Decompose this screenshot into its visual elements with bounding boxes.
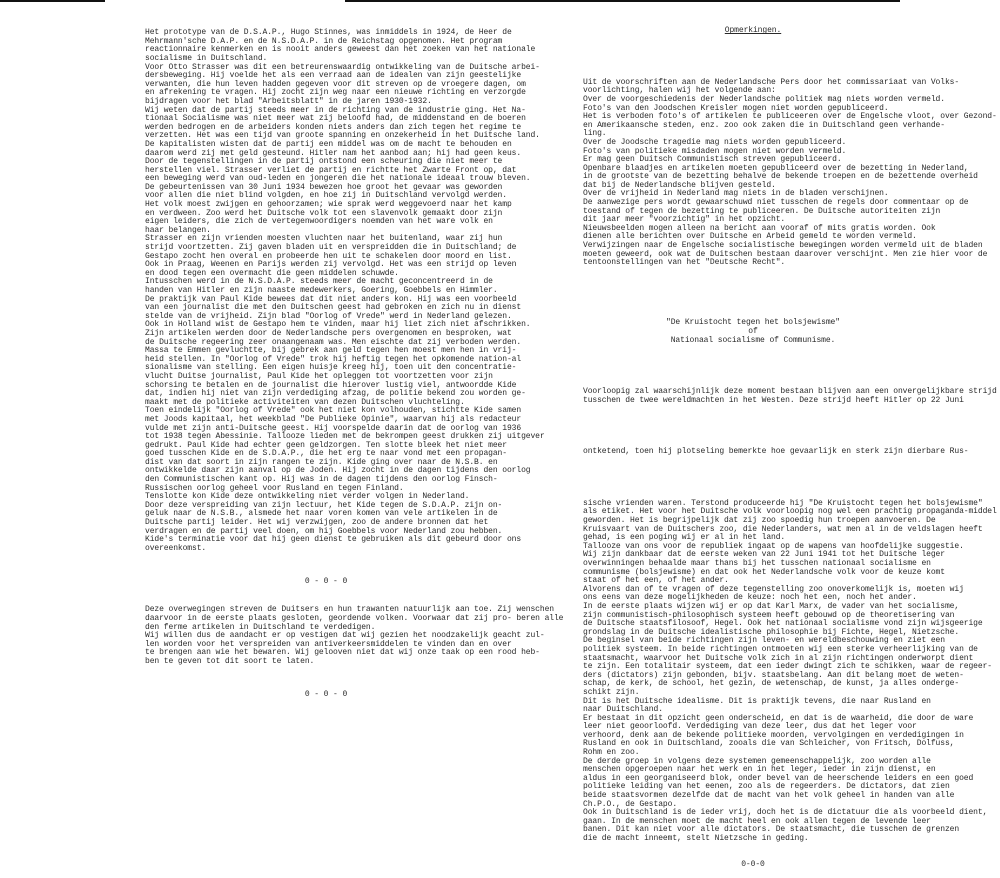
text-line: en Amerikaansche steden, enz. zoo ook zaken die in Duitschland geen verhande- <box>583 120 945 130</box>
text-line: in de grootste van de bezetting behalve de bekende troepen en de bezettende overheid <box>583 172 978 182</box>
text-line: en dood tegen een overmacht die geen middelen schuwde. <box>145 268 399 278</box>
text-line: "De Kruistocht tegen het bolsjewisme" <box>666 318 840 328</box>
text-line: Toen eindelijk "Oorlog of Vrede" ook het niet kon volhouden, stichtte Kide samen <box>145 406 522 416</box>
text-line: tusschen de twee wereldmachten in het Westen. Deze strijd heeft Hitler op 22 Juni <box>583 395 964 405</box>
article-paragraph <box>583 498 997 844</box>
text-line: Intusschen werd in de N.S.D.A.P. steeds meer de macht geconcentreerd in de <box>145 277 493 287</box>
text-line: geworden. Het is begrijpelijk dat zij zoo spoedig hun troepen aanvoeren. De <box>583 516 936 526</box>
text-line: voor allen die niet blind volgden, en hoe zij in Duitschland vervolgd werden. <box>145 191 507 201</box>
text-line: haar belangen. <box>145 225 211 235</box>
text-line: schikt zijn. <box>583 687 640 697</box>
text-line: tionaal Socialisme was niet meer wat zij beloofd had, de middenstand en de boeren <box>145 114 526 124</box>
text-line: ontwikkelde daar zijn aanval op de Joden. Hij zocht in de dagen tijdens den oorlog <box>145 466 531 476</box>
text-line: Kruisvaart van de Duitschers zoo, die Nederlanders, wat men al in de veldslagen heeft <box>583 524 983 534</box>
text-line: verzetten. Het was een tijd van groote spanning en onzekerheid in het Duitsche land. <box>145 131 540 141</box>
text-line: een beweging werd van oud-leden en jongeren die het nationale ideaal trouw bleven. <box>145 174 531 184</box>
section-separator: 0 - 0 - 0 <box>304 689 348 699</box>
text-line: De beginsel van beide richtingen zijn leven- en wereldbeschouwing en ziet een <box>583 636 945 646</box>
text-line: schap, de kerk, de school, het gezin, de wetenschap, de kunst, ja alles onderge- <box>583 679 960 689</box>
text-line: Ook in Duitschland is de ieder vrij, doch het is de dictatuur die als voorbeeld dient, <box>583 808 988 818</box>
text-line: Door deze verspreiding van zijn lectuur, het Kide tegen de S.D.A.P. zijn on- <box>145 500 503 510</box>
left-page-closing-paragraph <box>145 605 564 666</box>
text-line: gehad, is een poging wij er al in het land. <box>583 533 786 543</box>
text-line: Over de vrijheid in Nederland mag niets in de bladen verschijnen. <box>583 189 889 199</box>
text-line: sionalisme van stelling. Een eigen huisje kreeg hij, toen uit den concentratie- <box>145 363 517 373</box>
text-line: Deze overwegingen streven de Duitsers en hun trawanten natuurlijk aan toe. Zij wenschen <box>145 605 554 615</box>
text-line: Voorloopig zal waarschijnlijk deze moment bestaan blijven aan een onvergelijkbare strijd <box>583 387 997 397</box>
text-line: Wij weten dat de partij steeds meer in de richting van de industrie ging. Het Na- <box>145 105 526 115</box>
text-line: Strasser en zijn vrienden moesten vluchten naar het buitenland, waar zij hun <box>145 234 503 244</box>
text-line: Rohm en zoo. <box>583 748 640 758</box>
text-line: dat, indien hij niet van zijn verdediging afzag, de politie bekend zou worden ge- <box>145 389 526 399</box>
text-line: den Communistischen kant op. Hij was in de dagen tijdens den oorlog Finsch- <box>145 475 498 485</box>
text-line: ontketend, toen hij plotseling bemerkte hoe gevaarlijk en sterk zijn dierbare Rus- <box>583 447 969 457</box>
text-line: bijdragen voor het blad "Arbeitsblatt" in de jaren 1930-1932. <box>145 96 432 106</box>
text-line: ling. <box>583 129 607 139</box>
text-line: ons eens van deze mogelijkheden de keuze: noch het een, noch het ander. <box>583 593 917 603</box>
text-line: schorsing te betalen en de journalist die hierover lustig viel, antwoordde Kide <box>145 380 517 390</box>
text-line: daarvoor in de eerste plaats gesloten, geordende volken. Voorwaar dat zij pro- beren alle <box>145 613 564 623</box>
text-line: Tallooze van ons voor de republiek ingaat op de wapens van hoofdelijke suggestie. <box>583 541 964 551</box>
text-line: verdragen en de partij veel doen, om hij Goebbels voor Nederland zou hebben. <box>145 526 503 536</box>
text-line: Tenslotte kon Kide deze ontwikkeling niet verder volgen in Nederland. <box>145 492 470 502</box>
text-line: gedrukt. Paul Kide had echter geen geldzorgen. Ten slotte bleek het niet meer <box>145 440 507 450</box>
text-line: Rusland en ook in Duitschland, zooals die van Schleicher, von Fritsch, Dolfuss, <box>583 739 955 749</box>
text-line: heid stellen. In "Oorlog of Vrede" trok hij heftig tegen het opkomende nation-al <box>145 354 522 364</box>
text-line: verwanten, die hun leven hadden gegeven voor dit streven op de vroegere dagen, om <box>145 79 526 89</box>
text-line: gaan. In de menschen moet de macht heel en ook allen tegen de levende leer <box>583 816 931 826</box>
text-line: toestand of tegen de bezetting te publiceeren. De Duitsche autoriteiten zijn <box>583 206 941 216</box>
text-line: dat bij de Nederlandsche blijven gesteld. <box>583 180 776 190</box>
text-line: met Joods kapitaal, het weekblad "De Publieke Opinie", waarvan hij als redacteur <box>145 414 522 424</box>
text-line: de Duitsche staatsfilosoof, Hegel. Ook het nationaal socialisme vond zijn wijsgeerige <box>583 619 983 629</box>
text-line: Russischen oorlog geheel voor Rusland en tegen Finland. <box>145 483 404 493</box>
text-line: tot 1938 tegen Abessinie. Tallooze lieden met de bekrompen geest drukken zij uitgever <box>145 432 545 442</box>
text-line: naar Duitschland. <box>583 705 663 715</box>
section-separator: 0 - 0 - 0 <box>304 576 348 586</box>
text-line: beide staatsvormen dezelfde dat de macht van het volk geheel in handen van alle <box>583 791 955 801</box>
left-page <box>145 12 564 711</box>
text-line: verhoord, denk aan de bekende politieke moorden, vervolgingen en verdedigingen in <box>583 730 964 740</box>
text-line: overeenkomst. <box>145 543 207 553</box>
text-line: strijd voortzetten. Zij gaven bladen uit en verspreidden die in Duitschland; de <box>145 243 517 253</box>
left-page-body <box>145 28 545 553</box>
text-line: staatsmacht, waarvoor het Duitsche volk zich in al zijn richtingen onderworpt dient <box>583 653 974 663</box>
text-line: communisme (bolsjewisme) en dat ook het Nederlandsche volk voor de keuze komt <box>583 567 945 577</box>
text-line: ben te geven tot dit soort te laten. <box>145 656 315 666</box>
text-line: te brengen aan wie het bewaren. Wij gelooven niet dat wij onze taak op een rood heb- <box>145 648 540 658</box>
text-line: Er bestaat in dit opzicht geen onderscheid, en dat is de waarheid, die door de ware <box>583 713 974 723</box>
text-line: politiek systeem. In beide richtingen ontmoeten wij een sterke verheerlijking van de <box>583 644 978 654</box>
text-line: Mehrmann'sche D.A.P. en de N.S.D.A.P. in de Reichstag opgenomen. Het program <box>145 36 503 46</box>
text-line: zijn communistisch-philosophisch systeem heeft gebouwd op de theoretisering van <box>583 610 955 620</box>
text-line: als etiket. Het voor het Duitsche volk voorloopig nog wel een prachtig propaganda-middel <box>583 507 997 517</box>
text-line: te zijn. Een totalitair systeem, dat een ieder dwingt zich te schikken, waar de regeer- <box>583 662 992 672</box>
text-line: Gestapo zocht hen overal en probeerde hen uit te schakelen door moord en list. <box>145 251 512 261</box>
text-line: socialisme in Duitschland. <box>145 53 268 63</box>
text-line: moeten geweerd, ook wat de Duitschen bestaan daarover verschijnt. Men zie hier voor de <box>583 249 988 259</box>
text-line: Ook in Holland wist de Gestapo hem te vinden, maar hij liet zich niet afschrikken. <box>145 320 531 330</box>
text-line: of <box>748 326 758 336</box>
text-line: maakt met de politieke activiteiten van dezen Duitschen vluchteling. <box>145 397 465 407</box>
text-line: Alvorens dan of te vragen of deze tegenstelling zoo onoverkomelijk is, moeten wij <box>583 584 964 594</box>
text-line: en verdween. Zoo werd het Duitsche volk tot een slavenvolk gemaakt door zijn <box>145 208 503 218</box>
text-line: aldus in een georganiseerd blok, onder bevel van de heerschende leiders en een goed <box>583 773 974 783</box>
text-line: dist van dat soort in zijn rangen te zijn. Kide ging over naar de N.S.B. en <box>145 457 498 467</box>
text-line: De derde groep in volgens deze systemen gemeenschappelijk, zoo worden alle <box>583 756 931 766</box>
text-line: overwinningen behaalde maar thans bij het tusschen nationaal socialisme en <box>583 559 931 568</box>
text-line: banen. Dit kan niet voor alle dictators. De staatsmacht, die tusschen de grenzen <box>583 825 960 835</box>
text-line: Duitsche partij leider. Het wij verzwijgen, zoo de andere bronnen dat het <box>145 518 489 528</box>
text-line: werden bedrogen en de arbeiders konden niets anders dan zich tegen het regime te <box>145 122 522 132</box>
text-line: Foto's van den Joodschen Kreisler mogen niet worden gepubliceerd. <box>583 103 889 113</box>
text-line: Foto's van politieke misdaden mogen niet worden vermeld. <box>583 146 847 156</box>
text-line: Wij zijn dankbaar dat de eerste weken van 22 Juni 1941 tot het Duitsche leger <box>583 550 945 560</box>
text-line: staat of het een, of het ander. <box>583 576 729 586</box>
scan-edge-top-middle <box>345 0 900 2</box>
text-line: daarom werd zij met geld gesteund. Hitler nam het aanbod aan; hij had geen keus. <box>145 148 522 158</box>
text-line: Over de Joodsche tragedie mag niets worden gepubliceerd. <box>583 137 847 147</box>
text-line: reactionnaire kenmerken en is nooit anders geweest dan het zoeken van het nationale <box>145 45 536 55</box>
text-line: en afrekening te vragen. Hij zocht zijn weg naar een nieuwe richting en verzorgde <box>145 88 526 98</box>
text-line: dit jaar meer "voorzichtig" in het opzicht. <box>583 215 786 225</box>
text-line: Over de voorgeschiedenis der Nederlandsche politiek mag niets worden vermeld. <box>583 94 945 104</box>
text-line: ders (dictators) zijn gebonden, bijv. staatsbelang. Aan dit belang moet de weten- <box>583 670 964 680</box>
text-line: Uit de voorschriften aan de Nederlandsche Pers door het commissariaat van Volks- <box>583 77 960 87</box>
text-line: Er mag geen Duitsch Communistisch streven gepubliceerd. <box>583 155 842 165</box>
text-line: Nieuwsbeelden mogen alleen na bericht aan vooraf of mits gratis worden. Ook <box>583 223 936 233</box>
text-line: Dit is het Duitsche idealisme. Dit is praktijk tevens, die naar Rusland en <box>583 696 931 706</box>
text-line: Het prototype van de D.S.A.P., Hugo Stinnes, was inmiddels in 1924, de Heer de <box>145 28 512 38</box>
text-line: De praktijk van Paul Kide bewees dat dit niet anders kon. Hij was een voorbeeld <box>145 294 517 304</box>
text-line: herstellen viel. Strasser verliet de partij en richtte het Zwarte Front op, dat <box>145 165 517 175</box>
text-line: De kapitalisten wisten dat de partij een middel was om de macht te behouden en <box>145 139 512 149</box>
text-line: Voor Otto Strasser was dit een betreurenswaardig ontwikkeling van de Duitsche arbei- <box>145 62 540 72</box>
text-line: stelde van de vrijheid. Zijn blad "Oorlog of Vrede" werd in Nederland gelezen. <box>145 311 512 321</box>
text-line: len worden voor het verspreiden van antiverkeersmiddelen te vinden dan en over <box>145 639 512 649</box>
text-line: Het volk moest zwijgen en gehoorzamen; wie sprak werd weggevoerd naar het kamp <box>145 200 512 210</box>
article-heading <box>583 319 923 345</box>
text-line: Openbare blaadjes en artikelen moeten gepubliceerd over de bezetting in Nederland, <box>583 163 969 173</box>
text-line: tentoonstellingen van het "Deutsche Recht". <box>583 258 786 268</box>
text-line: Kide's terminatie voor dat hij geen dienst te gebruiken als dit gebeurd door ons <box>145 535 522 545</box>
text-line: van een journalist die met den Duitschen geest had gebroken en zich nu in dienst <box>145 303 522 313</box>
text-line: eigen leiders, die zich de vertegenwoordigers noemden van het ware volk en <box>145 217 493 227</box>
text-line: Verwijzingen naar de Engelsche socialistische bewegingen worden vermeld uit de bladen <box>583 241 983 251</box>
text-line: politieke leiding van het eenen, zoo als de regeerders. De dictators, dat zien <box>583 782 950 792</box>
text-line: Door de tegenstellingen in de partij ontstond een scheuring die niet meer te <box>145 157 503 167</box>
text-line: dienen alle berichten over Duitsche en Arbeid gemeld te worden vermeld. <box>583 232 917 242</box>
text-line: die de macht inneemt, stelt Nietzsche in geding. <box>583 834 809 843</box>
right-page <box>583 10 997 878</box>
text-line: Het is verboden foto's of artikelen te publiceeren over de Engelsche vloot, over Gezond- <box>583 112 997 122</box>
text-line: dersbeweging. Hij voelde het als een verraad aan de idealen van zijn geestelijke <box>145 71 522 81</box>
article-paragraph <box>583 387 997 405</box>
text-line: Ch.P.O., de Gestapo. <box>583 799 678 809</box>
article-paragraph <box>583 447 969 457</box>
text-line: voorlichting, halen wij het volgende aan: <box>583 86 776 96</box>
text-line: Zijn artikelen werden door de Nederlandsche pers overgenomen en besproken, wat <box>145 328 512 338</box>
right-page-intro <box>583 77 997 268</box>
text-line: De gebeurtenissen van 30 Juni 1934 bewezen hoe groot het gevaar was geworden <box>145 182 503 192</box>
text-line: handen van Hitler en zijn naaste medewerkers, Goering, Goebbels en Himmler. <box>145 286 498 295</box>
text-line: grondslag in de Duitsche idealistische philosophie bij Fichte, Hegel, Nietzsche. <box>583 627 960 637</box>
text-line: leer niet geoorloofd. Verdediging van deze leer, dus dat het leger voor <box>583 722 917 732</box>
right-page-title: Opmerkingen. <box>724 26 782 36</box>
text-line: vulde met zijn anti-Duitsche geest. Hij voorspelde daarin dat de oorlog van 1936 <box>145 423 522 433</box>
text-line: goed tusschen Kide en de S.D.A.P., die het erg te naar vond met een propagan- <box>145 449 507 459</box>
scan-edge-top-left <box>0 0 105 2</box>
text-line: De aanwezige pers wordt gewaarschuwd niet tusschen de regels door commentaar op de <box>583 198 969 208</box>
text-line: vlucht Duitse journalist, Paul Kide het opleggen tot voortzetten voor zijn <box>145 371 493 381</box>
text-line: Massa te Emmen gevluchtte, bij gebrek aan geld tegen hen moest men hen in vrij- <box>145 346 517 356</box>
text-line: de Duitsche regeering zeer onaangenaam was. Men eischte dat zij verboden werden. <box>145 337 522 347</box>
text-line: den ferme artikelen in Duitschland te verdedigen. <box>145 622 376 632</box>
text-line: menschen opgeroepen naar het werk en in het leger, ieder in zijn dienst, en <box>583 765 936 775</box>
text-line: In de eerste plaats wijzen wij er op dat Karl Marx, de vader van het socialisme, <box>583 601 960 611</box>
text-line: Wij willen dus de aandacht er op vestigen dat wij gezien het noodzakelijk geacht zul- <box>145 631 545 641</box>
text-line: geluk naar de N.S.B., alsmede het naar voren komen van vele artikelen in de <box>145 509 498 519</box>
text-line: sische vrienden waren. Terstond produceerde hij "De Kruistocht tegen het bolsjewisme" <box>583 498 983 508</box>
text-line: Nationaal socialisme of Communisme. <box>670 335 836 345</box>
section-separator: 0-0-0 <box>741 859 765 869</box>
text-line: Ook in Praag, Weenen en Parijs werden zij vervolgd. Het was een strijd op leven <box>145 260 517 270</box>
